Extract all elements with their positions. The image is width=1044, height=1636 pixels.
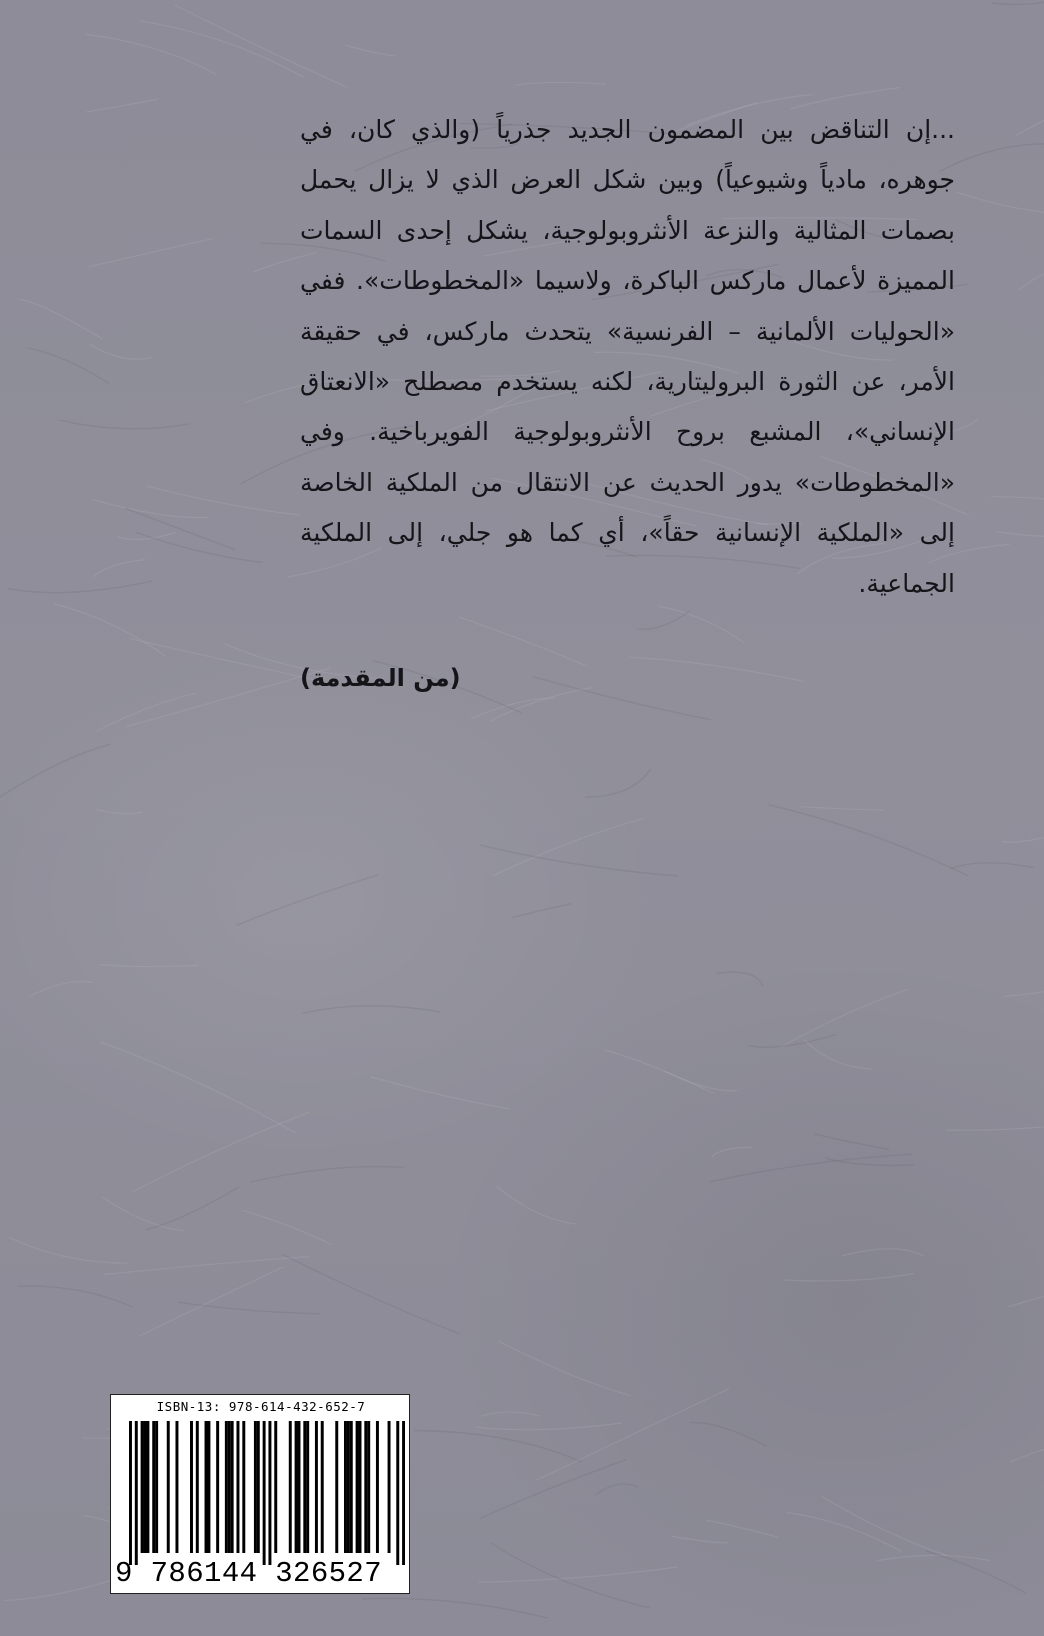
scratch-line [345, 45, 395, 56]
scratch-line [146, 486, 299, 515]
blurb-paragraph: ...إن التناقض بين المضمون الجديد جذرياً (والذي كان، في جوهره، مادياً وشيوعياً) وبين شكل العرض الذي لا يزال يحمل بصمات المثالية والنزعة الأنثروبولوجية، يشكل إحدى السمات المميزة لأعمال ماركس الباكرة، ولاسيما «المخطوطات». ففي «الحوليات الألمانية – الفرنسية» يتحدث ماركس، في حقيقة الأمر، عن الثورة البروليتارية، لكنه يستخدم مصطلح «الانعتاق الإنساني»، المشبع بروح الأنثروبولوجية الفويرباخية. وفي «المخطوطات» يدور الحديث عن الانتقال من الملكية الخاصة إلى «الملكية الإنسانية حقاً»، أي كما هو جلي، إلى الملكية الجماعية. [300, 115, 955, 598]
scratch-line [710, 1154, 913, 1182]
barcode-bars [129, 1421, 405, 1565]
barcode-bar [356, 1421, 359, 1553]
scratch-line [842, 1249, 924, 1257]
barcode-bar [274, 1421, 277, 1553]
scratch-line [59, 420, 188, 429]
scratch-line [1002, 837, 1044, 842]
scratch-line [251, 1167, 404, 1182]
scratch-line [362, 1598, 548, 1618]
scratch-line [414, 1431, 582, 1462]
scratch-line [1015, 64, 1044, 135]
scratch-line [93, 560, 145, 577]
scratch-line [97, 809, 142, 813]
scratch-line [492, 819, 643, 877]
barcode-bar [268, 1421, 271, 1565]
scratch-line [946, 1115, 1044, 1130]
scratch-line [605, 1050, 714, 1093]
scratch-line [133, 1112, 309, 1192]
barcode-bar [228, 1421, 231, 1553]
scratch-line [822, 1497, 947, 1556]
barcode-bar [155, 1421, 158, 1553]
scratch-line [54, 604, 166, 657]
barcode-bar [190, 1421, 193, 1553]
scratch-line [707, 1520, 778, 1537]
scratch-line [672, 1536, 728, 1543]
barcode-bar [216, 1421, 219, 1553]
scratch-line [129, 638, 313, 679]
barcode-bar [321, 1421, 324, 1553]
barcode-bar [306, 1421, 309, 1553]
scratch-line [370, 1077, 510, 1109]
barcode-bar [350, 1421, 353, 1553]
scratch-line [7, 581, 152, 593]
scratch-line [499, 1341, 631, 1396]
barcode-bar [376, 1421, 379, 1553]
barcode-bar [364, 1421, 367, 1553]
scratch-line [689, 1422, 767, 1446]
scratch-line [595, 1484, 638, 1495]
scratch-line [585, 769, 651, 797]
barcode-digits: 9 786144 326527 [115, 1557, 383, 1590]
barcode-bar [225, 1421, 228, 1553]
scratch-line [950, 863, 1035, 869]
scratch-line [102, 1197, 185, 1231]
barcode-bar [367, 1421, 370, 1553]
scratch-line [769, 805, 969, 876]
scratch-line [1004, 982, 1044, 997]
scratch-line [0, 744, 111, 797]
scratch-line [491, 1543, 650, 1608]
scratch-line [243, 1211, 332, 1245]
scratch-line [282, 1254, 460, 1334]
scratch-line [1011, 1438, 1044, 1461]
scratch-line [19, 299, 103, 339]
scratch-line [497, 1186, 578, 1224]
barcode-bar [236, 1421, 239, 1553]
scratch-line [28, 348, 109, 384]
scratch-line [85, 34, 216, 74]
barcode-bar [135, 1421, 138, 1565]
scratch-line [1009, 1257, 1044, 1307]
scratch-line [992, 0, 1044, 4]
scratch-line [96, 693, 197, 732]
scratch-line [9, 1237, 128, 1263]
scratch-line [536, 1389, 729, 1481]
barcode-bar [335, 1421, 338, 1553]
isbn-label: ISBN-13: 978-614-432-652-7 [156, 1399, 366, 1414]
barcode-bar [242, 1421, 245, 1553]
barcode-bar [344, 1421, 347, 1553]
barcode-bar [144, 1421, 147, 1553]
barcode-bar [298, 1421, 301, 1553]
barcode-bar [396, 1421, 399, 1565]
barcode-bar [388, 1421, 391, 1553]
barcode-bar [315, 1421, 318, 1553]
scratch-line [956, 192, 1044, 218]
scratch-line [637, 611, 690, 629]
barcode-bar [167, 1421, 170, 1553]
scratch-line [991, 497, 1044, 527]
barcode-bar [263, 1421, 266, 1565]
scratch-line [140, 1267, 285, 1336]
scratch-line [804, 1039, 872, 1069]
scratch-line [784, 1274, 914, 1281]
scratch-line [814, 1134, 889, 1150]
scratch-line [87, 99, 159, 112]
barcode-bar [295, 1421, 298, 1553]
scratch-line [303, 1006, 441, 1014]
barcode-bar [207, 1421, 210, 1553]
scratch-line [146, 1187, 239, 1230]
barcode-bar [402, 1421, 405, 1565]
barcode-bar [289, 1421, 292, 1553]
scratch-line [476, 1423, 622, 1430]
barcode-bar [231, 1421, 234, 1553]
barcode-bar [359, 1421, 362, 1553]
scratch-line [178, 1302, 321, 1314]
scratch-line [18, 1286, 133, 1307]
scratch-line [516, 82, 606, 85]
barcode-bar [146, 1421, 149, 1553]
barcode-bar [257, 1421, 260, 1553]
scratch-line [100, 1042, 296, 1133]
scratch-line [512, 904, 571, 918]
scratch-line [125, 508, 235, 550]
scratch-line [940, 144, 1044, 172]
barcode-bar [152, 1421, 155, 1553]
isbn-barcode [110, 1394, 410, 1594]
scratch-line [89, 239, 213, 267]
scratch-line [780, 989, 907, 1047]
scratch-line [1018, 264, 1044, 290]
barcode-bar [141, 1421, 144, 1553]
barcode-bar [175, 1421, 178, 1553]
scratch-line [481, 1412, 540, 1416]
scratch-line [658, 606, 744, 643]
blurb-source: (من المقدمة) [300, 664, 461, 692]
scratch-line [237, 875, 378, 925]
scratch-line [877, 1555, 990, 1560]
barcode-bar [254, 1421, 257, 1553]
scratch-line [479, 1567, 678, 1582]
scratch-line [825, 1158, 914, 1166]
scratch-line [712, 1147, 753, 1157]
back-cover-blurb [300, 105, 955, 609]
scratch-line [175, 5, 348, 87]
scratch-line [926, 1551, 1026, 1594]
scratch-line [92, 499, 208, 517]
barcode-bar [129, 1421, 132, 1565]
barcode-bar [303, 1421, 306, 1553]
scratch-line [140, 21, 305, 78]
scratch-line [29, 982, 92, 997]
scratch-line [103, 1257, 309, 1275]
barcode-bar [205, 1421, 208, 1553]
scratch-line [90, 344, 153, 359]
barcode-bar [347, 1421, 350, 1553]
scratch-line [787, 1513, 902, 1552]
scratch-line [717, 972, 763, 986]
barcode-bar [196, 1421, 199, 1553]
scratch-line [801, 807, 884, 810]
scratch-line [480, 845, 678, 876]
scratch-line [99, 965, 198, 967]
scratch-line [997, 531, 1044, 536]
